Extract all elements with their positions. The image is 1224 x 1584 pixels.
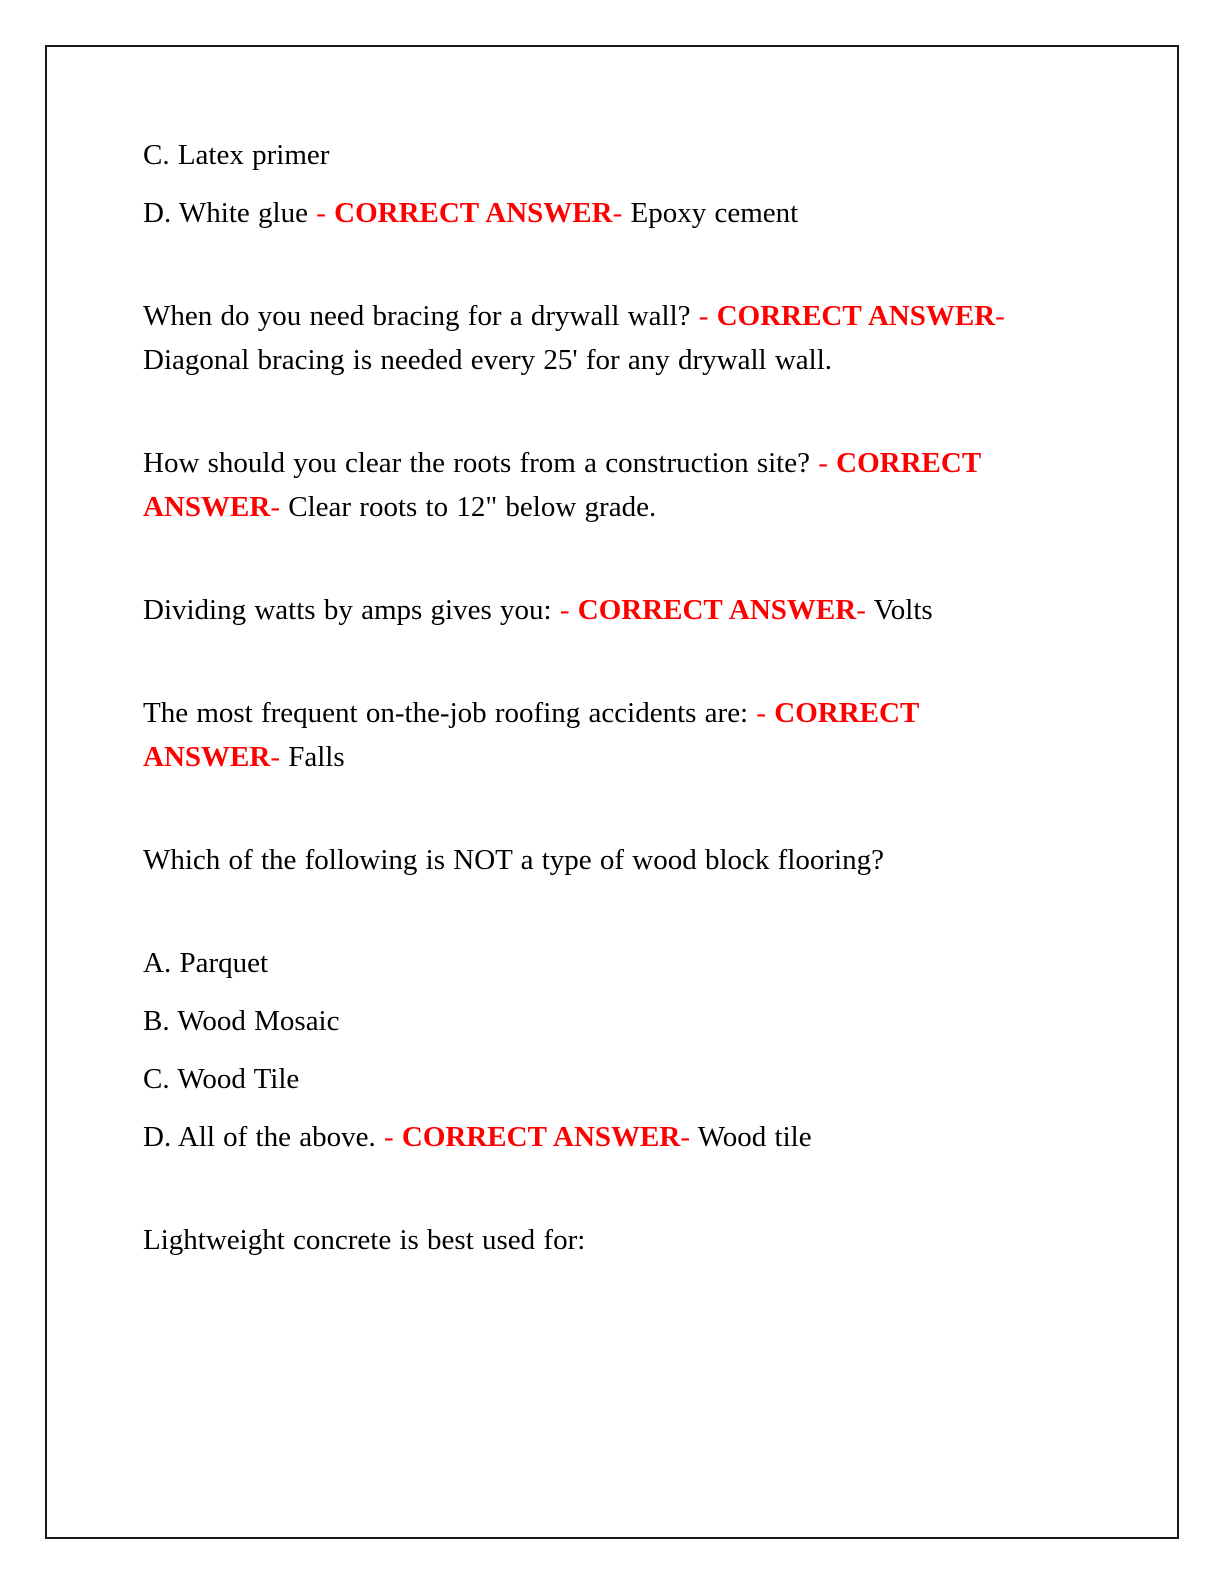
text-block bbox=[143, 133, 1051, 235]
text-block bbox=[143, 588, 1051, 632]
text-run: Clear roots to 12" below grade. bbox=[288, 491, 657, 523]
text-block bbox=[143, 691, 1051, 779]
correct-answer-marker: - bbox=[680, 1121, 698, 1153]
correct-answer-marker: CORRECT ANSWER bbox=[577, 594, 857, 626]
text-block bbox=[143, 1218, 1051, 1262]
correct-answer-marker: - bbox=[612, 197, 631, 229]
text-run: C. Wood Tile bbox=[143, 1063, 300, 1095]
text-block bbox=[143, 941, 1051, 1159]
text-run: A. Parquet bbox=[143, 947, 269, 979]
text-line bbox=[143, 1115, 1051, 1159]
text-run: D. White glue bbox=[143, 197, 317, 229]
text-run: The most frequent on-the-job roofing accidents are: bbox=[143, 697, 757, 729]
text-run: Volts bbox=[873, 594, 933, 626]
text-run: How should you clear the roots from a construction site? bbox=[143, 447, 819, 479]
text-run: C. Latex primer bbox=[143, 139, 330, 171]
correct-answer-marker: - bbox=[756, 697, 775, 729]
text-run: Dividing watts by amps gives you: bbox=[143, 594, 560, 626]
correct-answer-marker: CORRECT ANSWER bbox=[143, 447, 981, 523]
document-content bbox=[143, 133, 1051, 1321]
text-run: D. All of the above. bbox=[143, 1121, 384, 1153]
text-run: Falls bbox=[288, 741, 345, 773]
correct-answer-marker: - bbox=[270, 741, 289, 773]
correct-answer-marker: - bbox=[270, 491, 289, 523]
correct-answer-marker: CORRECT ANSWER bbox=[143, 697, 919, 773]
correct-answer-marker: - bbox=[559, 594, 578, 626]
text-line bbox=[143, 133, 1051, 177]
text-line bbox=[143, 294, 1051, 382]
text-block bbox=[143, 294, 1051, 382]
text-line bbox=[143, 1218, 1051, 1262]
text-run: Diagonal bracing is needed every 25' for any drywall wall. bbox=[143, 344, 833, 376]
text-line bbox=[143, 441, 1051, 529]
correct-answer-marker: - bbox=[698, 300, 717, 332]
correct-answer-marker: - bbox=[856, 594, 874, 626]
text-run: Wood tile bbox=[697, 1121, 812, 1153]
text-run: Epoxy cement bbox=[630, 197, 799, 229]
text-run: When do you need bracing for a drywall wall? bbox=[143, 300, 699, 332]
text-line bbox=[143, 1057, 1051, 1101]
correct-answer-marker: - bbox=[995, 300, 1005, 332]
text-run: Lightweight concrete is best used for: bbox=[143, 1224, 586, 1256]
correct-answer-marker: - bbox=[383, 1121, 402, 1153]
text-line bbox=[143, 691, 1051, 779]
text-block bbox=[143, 441, 1051, 529]
text-line bbox=[143, 999, 1051, 1043]
text-line bbox=[143, 941, 1051, 985]
text-line bbox=[143, 588, 1051, 632]
text-run: Which of the following is NOT a type of wood block flooring? bbox=[143, 844, 884, 876]
text-line bbox=[143, 191, 1051, 235]
text-block bbox=[143, 838, 1051, 882]
correct-answer-marker: - bbox=[316, 197, 335, 229]
correct-answer-marker: CORRECT ANSWER bbox=[334, 197, 613, 229]
text-run: B. Wood Mosaic bbox=[143, 1005, 340, 1037]
correct-answer-marker: CORRECT ANSWER bbox=[716, 300, 996, 332]
correct-answer-marker: - bbox=[818, 447, 837, 479]
text-line bbox=[143, 838, 1051, 882]
correct-answer-marker: CORRECT ANSWER bbox=[401, 1121, 681, 1153]
